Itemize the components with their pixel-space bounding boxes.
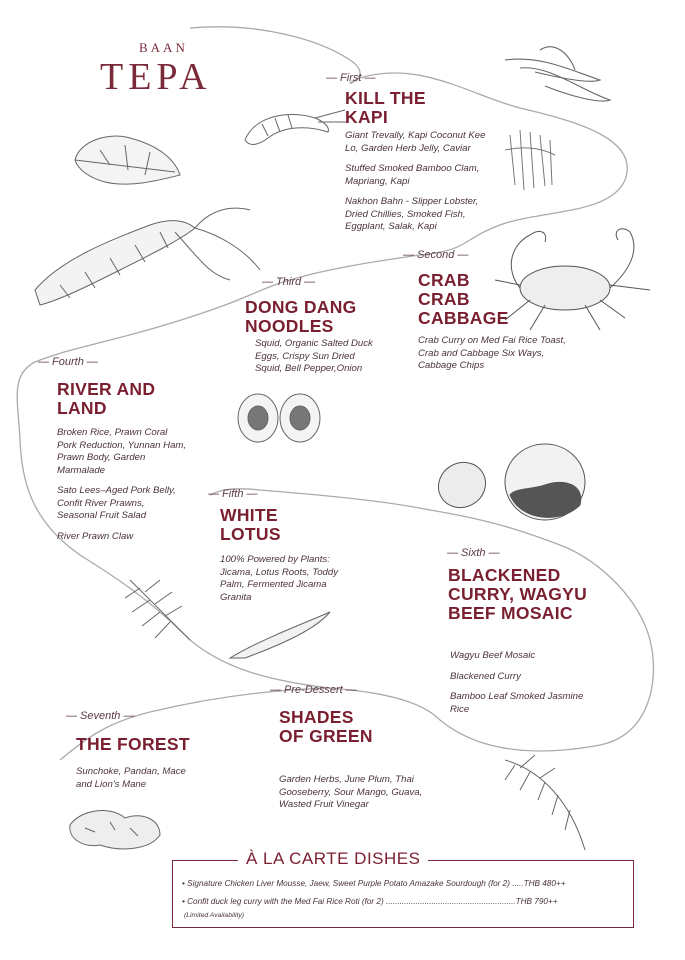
alacarte-title: À LA CARTE DISHES xyxy=(238,849,428,869)
course-label-seventh: — Seventh — xyxy=(66,710,135,722)
menu-item: Broken Rice, Prawn Coral Pork Reduction, Yunnan Ham, Prawn Body, Garden Marmalade xyxy=(57,427,187,476)
sunchoke-sketch xyxy=(70,811,160,849)
course-label-first: — First — xyxy=(326,72,376,84)
course-title-fifth: WHITE LOTUS xyxy=(220,505,281,544)
menu-item: 100% Powered by Plants: Jicama, Lotus Roots, Toddy Palm, Fermented Jicama Granita xyxy=(220,554,339,603)
leaf-sprig-sketch xyxy=(230,612,330,658)
course-label-predessert: — Pre-Dessert — xyxy=(270,684,357,696)
alacarte-note: (Limited Availability) xyxy=(184,912,245,919)
course-label-third: — Third — xyxy=(262,276,316,288)
river-prawn-sketch xyxy=(35,208,260,305)
shrimp-sketch xyxy=(245,110,348,144)
menu-item: Stuffed Smoked Bamboo Clam, Mapriang, Kapi xyxy=(345,163,480,187)
menu-item: Garden Herbs, June Plum, Thai Gooseberry, Sour Mango, Guava, Wasted Fruit Vinegar xyxy=(279,774,423,810)
course-desc-first xyxy=(345,130,495,242)
menu-item: River Prawn Claw xyxy=(57,530,134,542)
brand-small: BAAN xyxy=(139,40,188,55)
menu-item: Wagyu Beef Mosaic xyxy=(450,650,536,661)
alacarte-item: • Signature Chicken Liver Mousse, Jaew, Sweet Purple Potato Amazake Sourdough (for 2) .....THB 480++ xyxy=(182,879,566,888)
blue-crab-sketch xyxy=(495,229,650,330)
course-label-fourth: — Fourth — xyxy=(38,356,98,368)
course-label-second: — Second — xyxy=(403,249,469,261)
course-desc-third xyxy=(255,338,380,384)
course-title-first: KILL THE KAPI xyxy=(345,88,426,127)
salted-egg-sketch xyxy=(238,394,320,442)
menu-item: Sato Lees–Aged Pork Belly, Confit River Prawns, Seasonal Fruit Salad xyxy=(57,485,176,521)
menu-item: Bamboo Leaf Smoked Jasmine Rice xyxy=(450,691,584,715)
menu-item: Squid, Organic Salted Duck Eggs, Crispy Sun Dried Squid, Bell Pepper,Onion xyxy=(255,338,373,374)
menu-item: Giant Trevally, Kapi Coconut Kee Lo, Garden Herb Jelly, Caviar xyxy=(345,130,486,154)
course-title-fourth: RIVER AND LAND xyxy=(57,379,156,418)
coconut-sketch xyxy=(430,444,585,520)
course-title-seventh: THE FOREST xyxy=(76,734,190,754)
course-desc-sixth xyxy=(450,650,600,724)
menu-item: Crab Curry on Med Fai Rice Toast, Crab and Cabbage Six Ways, Cabbage Chips xyxy=(418,335,566,371)
course-title-sixth: BLACKENED CURRY, WAGYU BEEF MOSAIC xyxy=(448,565,588,623)
alacarte-item: • Confit duck leg curry with the Med Fai Rice Roti (for 2) .........................................................THB 790++ xyxy=(182,897,558,906)
lemongrass-sketch xyxy=(505,130,555,190)
course-desc-second xyxy=(418,335,583,381)
menu-item: Blackened Curry xyxy=(450,670,521,682)
course-desc-predessert xyxy=(279,774,439,820)
rice-stalk-sketch xyxy=(505,755,585,850)
course-desc-seventh xyxy=(76,766,196,799)
brand-logo: TEPA xyxy=(100,56,212,98)
menu-item: Sunchoke, Pandan, Mace and Lion's Mane xyxy=(76,766,186,790)
course-label-sixth: — Sixth — xyxy=(447,547,500,559)
course-title-third: DONG DANG NOODLES xyxy=(245,297,357,336)
course-title-second: CRAB CRAB CABBAGE xyxy=(418,270,509,328)
course-desc-fourth xyxy=(57,427,187,551)
menu-item: Nakhon Bahn - Slipper Lobster, Dried Chillies, Smoked Fish, Eggplant, Salak, Kapi xyxy=(345,196,479,232)
course-label-fifth: — Fifth — xyxy=(208,488,258,500)
course-title-predessert: SHADES OF GREEN xyxy=(279,707,373,746)
chilli-sketch xyxy=(505,47,610,101)
betel-leaf-sketch xyxy=(75,136,180,184)
course-desc-fifth xyxy=(220,554,360,612)
